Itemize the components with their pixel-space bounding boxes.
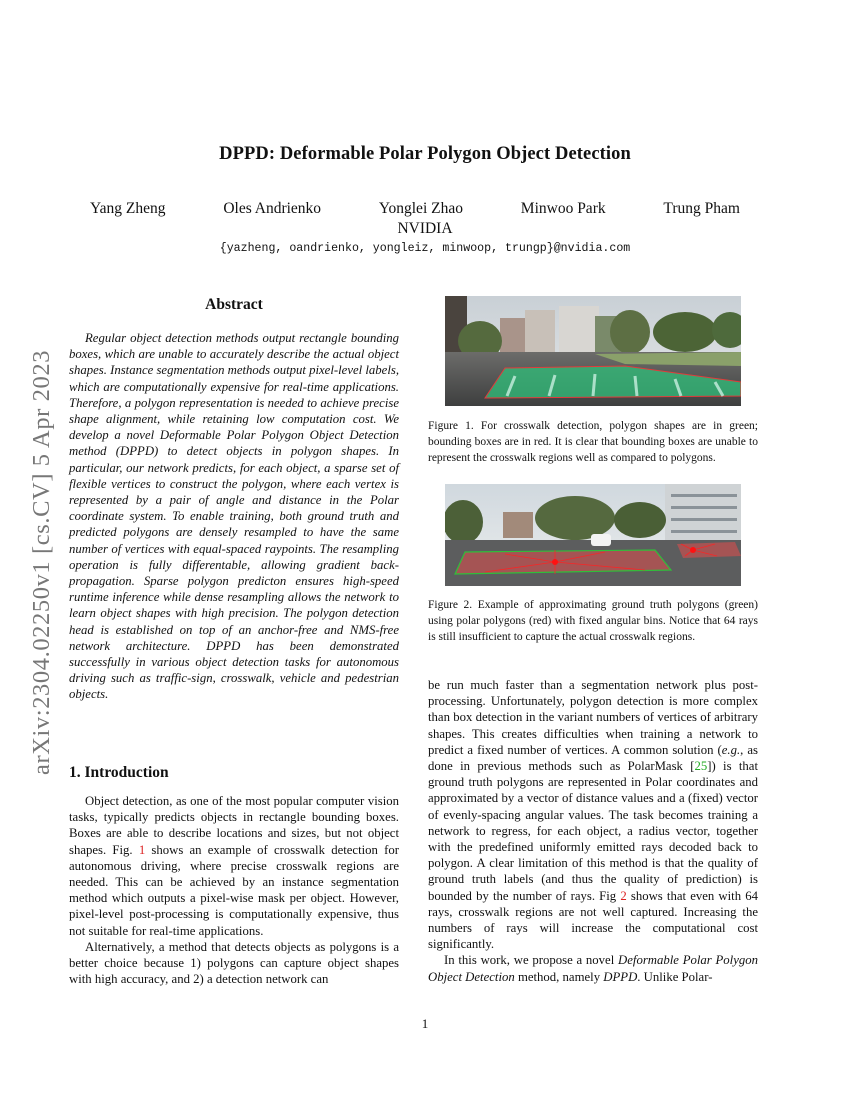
author-name: Trung Pham: [663, 200, 740, 217]
paper-title: DPPD: Deformable Polar Polygon Object Detection: [219, 144, 631, 164]
page-number: 1: [421, 1016, 429, 1031]
text-run: ]) is that ground truth polygons are represented in Polar coordinates and approximated by a vector of distance values and a (fixed) vector of evenly-spacing angular values. The task becomes training a network to regress, for each object, a radius vector, together with the predefined uniformly emitted rays decoded back to polygon. A clear limitation of this method is that the quality of ground truth labels (and thus the quality of prediction) is bounded by the number of rays. Fig: [428, 759, 758, 903]
abstract-body: [69, 330, 399, 703]
text-run: DPPD: [603, 969, 638, 984]
polar-polygon-scene-image: [445, 484, 741, 586]
author-name: Oles Andrienko: [223, 200, 322, 217]
text-run: e.g.: [721, 742, 741, 757]
abstract-text: Regular object detection methods output rectangle bounding boxes, which are unable to accurately describe the actual object shapes. Instance segmentation methods output pixel-level labels, which are computationally expensive for real-time applications. Therefore, a polygon representation is needed to achieve precise shape alignment, while retaining low computation cost. We develop a novel Deformable Polar Polygon Object Detection method (DPPD) to detect objects in polygon shapes. In particular, our network predicts, for each object, a sparse set of flexible vertices to construct the polygon, where each vertex is represented by a pair of angle and distance in the Polar coordinate system. To enable training, both ground truth and predicted polygons are densely resampled to have the same number of vertices with equal-spaced raypoints. The resampling operation is fully differentable, allowing gradient back-propagation. Sparse polygon predicton ensures high-speed runtime inference while dense resampling allows the network to learn object shapes with high precision. The polygon detection head is established on top of an anchor-free and NMS-free network architecture. DPPD has been demonstrated successfully in various object detection tasks for autonomous driving such as traffic-sign, crosswalk, vehicle and pedestrian objects.: [69, 331, 400, 702]
introduction-right-column: [428, 677, 758, 985]
text-run: , as done in previous methods such as PolarMask [: [428, 742, 758, 774]
intro-paragraph-1: [69, 793, 399, 939]
text-run: shows an example of crosswalk detection for autonomous driving, where precise crosswalk regions are needed. This can be achieved by an instance segmentation method which outputs a pixel-wise mask per object. However, pixel-level post-processing is computationally expensive, thus not suitable for real-time applications.: [69, 842, 400, 938]
intro-paragraph-3: [428, 677, 758, 952]
affiliation: NVIDIA: [397, 220, 453, 237]
crosswalk-scene-image: [445, 296, 741, 406]
figure-1-image: [445, 296, 741, 406]
figure-2-link[interactable]: 2: [620, 888, 627, 903]
text-run: Object detection, as one of the most popular computer vision tasks, typically predicts objects in rectangle bounding boxes. Boxes are able to describe locations and sizes, but not object shapes. Fig.: [69, 794, 399, 857]
intro-paragraph-2: Alternatively, a method that detects objects as polygons is a better choice because 1) polygons can capture object shapes with high accuracy, and 2) a detection network can: [69, 939, 399, 987]
text-run: Deformable Polar Polygon Object Detection: [428, 953, 759, 984]
author-list: [90, 200, 740, 218]
text-run: method, namely: [514, 969, 604, 984]
figure-2-image: [445, 484, 741, 586]
author-name: Minwoo Park: [520, 200, 606, 217]
text-run: be run much faster than a segmentation network plus post-processing. Unfortunately, polygon detection is more complex than box detection in the variant numbers of vertices of arbitrary shapes. This creates difficulties when training a network to predict a fixed number of vertices. A common solution (: [428, 678, 758, 757]
author-emails: {yazheng, oandrienko, yongleiz, minwoop, trungp}@nvidia.com: [219, 242, 631, 255]
introduction-heading: 1. Introduction: [69, 764, 169, 781]
author-name: Yang Zheng: [90, 200, 166, 217]
text-run: shows that even with 64 rays, crosswalk regions are not well captured. Increasing the numbers of rays will increase the computational cost significantly.: [428, 888, 758, 952]
citation-link[interactable]: 25: [694, 759, 708, 774]
author-name: Yonglei Zhao: [378, 200, 463, 217]
figure-2-caption: Figure 2. Example of approximating ground truth polygons (green) using polar polygons (red) with fixed angular bins. Notice that 64 rays is still insufficient to capture the actual crosswalk regions.: [428, 599, 758, 643]
arxiv-identifier: arXiv:2304.02250v1 [cs.CV] 5 Apr 2023: [28, 349, 55, 775]
intro-paragraph-4: [428, 952, 758, 984]
abstract-heading: Abstract: [205, 296, 263, 313]
introduction-left-column: [69, 793, 399, 987]
figure-1-caption: Figure 1. For crosswalk detection, polygon shapes are in green; bounding boxes are in red. It is clear that bounding boxes are unable to represent the crosswalk regions well as compared to polygons.: [428, 420, 758, 464]
text-run: . Unlike Polar-: [637, 969, 713, 984]
figure-1-link[interactable]: 1: [138, 842, 146, 857]
text-run: In this work, we propose a novel: [444, 953, 619, 968]
